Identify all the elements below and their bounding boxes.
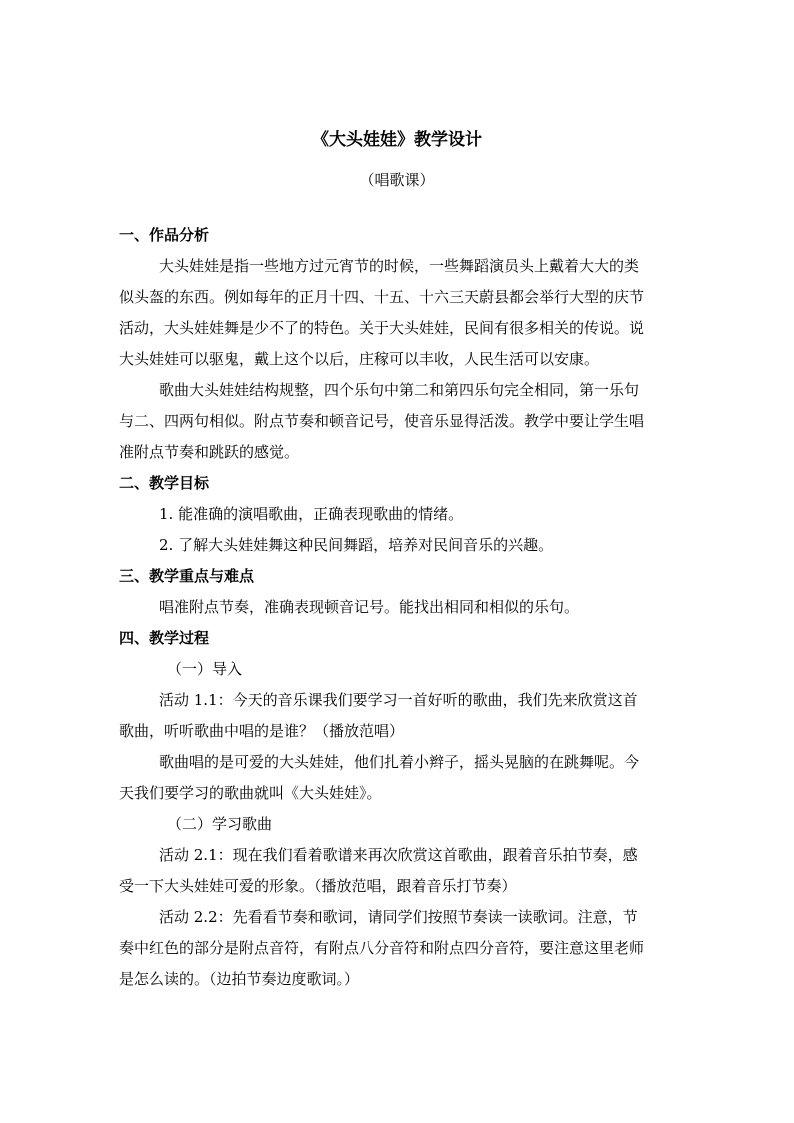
paragraph-line: 歌曲大头娃娃结构规整，四个乐句中第二和第四乐句完全相同，第一乐句 <box>159 381 640 399</box>
paragraph-line: 准附点节奏和跳跃的感觉。 <box>119 443 300 461</box>
document-title: 《大头娃娃》教学设计 <box>312 130 482 150</box>
paragraph-line: 歌曲，听听歌曲中唱的是谁？（播放范唱） <box>119 722 405 740</box>
section-heading-objectives: 二、教学目标 <box>119 474 210 492</box>
paragraph-line: 唱准附点节奏，准确表现顿音记号。能找出相同和相似的乐句。 <box>159 598 580 616</box>
paragraph-line: 天我们要学习的歌曲就叫《大头娃娃》。 <box>119 784 382 802</box>
section-heading-key-points: 三、教学重点与难点 <box>119 567 255 585</box>
paragraph-line: 活动 2.1：现在我们看着歌谱来再次欣赏这首歌曲，跟着音乐拍节奏，感 <box>159 846 638 864</box>
section-heading-analysis: 一、作品分析 <box>119 226 210 244</box>
subsection-heading-learn-song: （二）学习歌曲 <box>167 815 273 833</box>
subsection-heading-intro: （一）导入 <box>167 660 243 678</box>
list-item: 1. 能准确的演唱歌曲，正确表现歌曲的情绪。 <box>159 505 464 523</box>
paragraph-line: 受一下大头娃娃可爱的形象。（播放范唱，跟着音乐打节奏） <box>119 877 517 895</box>
paragraph-line: 活动 2.2：先看看节奏和歌词，请同学们按照节奏读一读歌词。注意，节 <box>159 908 638 926</box>
paragraph-line: 大头娃娃是指一些地方过元宵节的时候，一些舞蹈演员头上戴着大大的类 <box>159 257 640 275</box>
paragraph-line: 与二、四两句相似。附点节奏和顿音记号，使音乐显得活泼。教学中要让学生唱 <box>119 412 645 430</box>
paragraph-line: 活动，大头娃娃舞是少不了的特色。关于大头娃娃，民间有很多相关的传说。说 <box>119 319 645 337</box>
paragraph-line: 奏中红色的部分是附点音符，有附点八分音符和附点四分音符，要注意这里老师 <box>119 939 645 957</box>
section-heading-process: 四、教学过程 <box>119 629 210 647</box>
document-body <box>119 220 679 995</box>
paragraph-line: 是怎么读的。（边拍节奏边度歌词。） <box>119 970 360 988</box>
list-item: 2. 了解大头娃娃舞这种民间舞蹈，培养对民间音乐的兴趣。 <box>159 536 554 554</box>
paragraph-line: 大头娃娃可以驱鬼，戴上这个以后，庄稼可以丰收，人民生活可以安康。 <box>119 350 600 368</box>
paragraph-line: 似头盔的东西。例如每年的正月十四、十五、十六三天蔚县都会举行大型的庆节 <box>119 288 645 306</box>
document-subtitle: （唱歌课） <box>359 171 435 189</box>
paragraph-line: 歌曲唱的是可爱的大头娃娃，他们扎着小辫子，摇头晃脑的在跳舞呢。今 <box>159 753 640 771</box>
paragraph-line: 活动 1.1：今天的音乐课我们要学习一首好听的歌曲，我们先来欣赏这首 <box>159 691 638 709</box>
